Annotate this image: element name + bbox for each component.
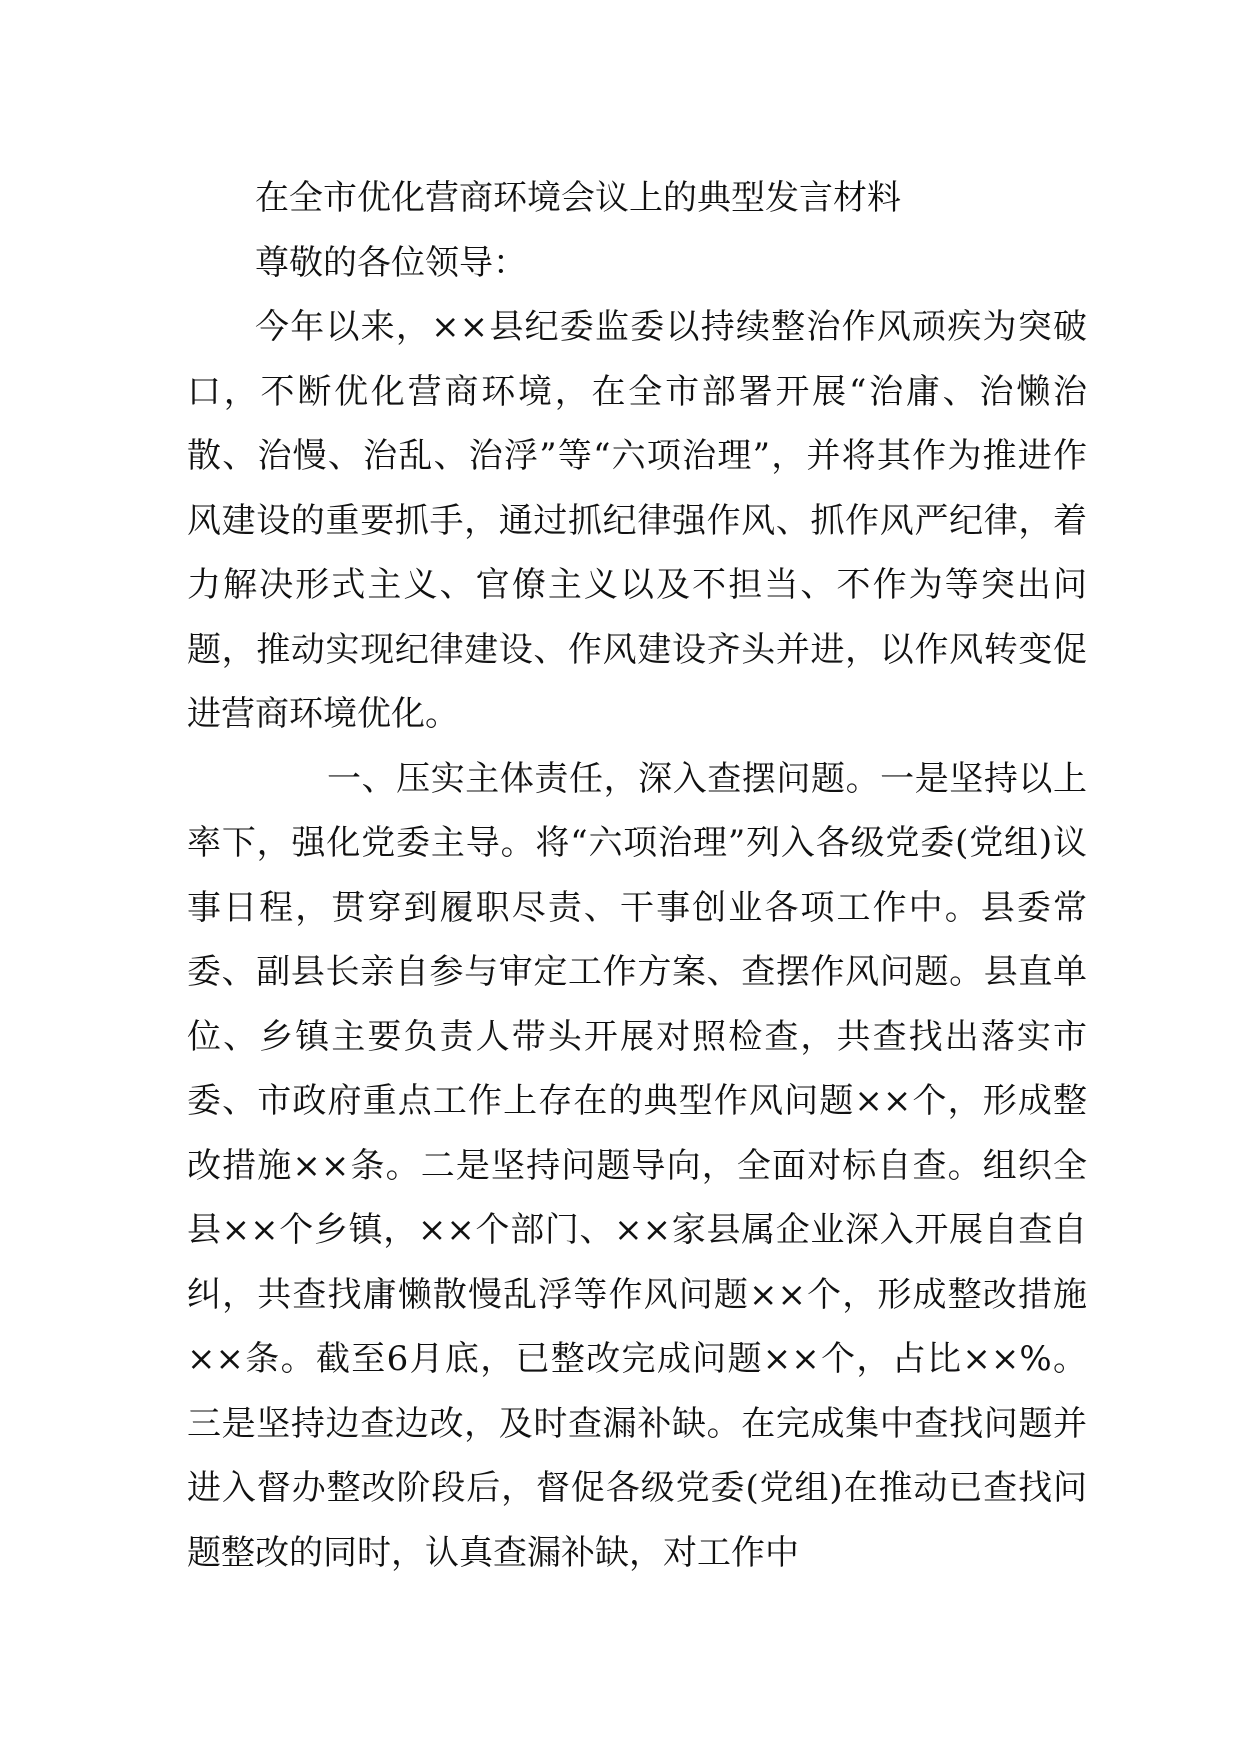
paragraph-intro: 今年以来，××县纪委监委以持续整治作风顽疾为突破口，不断优化营商环境，在全市部署开展“治庸、治懒治散、治慢、治乱、治浮”等“六项治理”，并将其作为推进作风建设的重要抓手，通过抓纪律强作风、抓作风严纪律，着力解决形式主义、官僚主义以及不担当、不作为等突出问题，推动实现纪律建设、作风建设齐头并进，以作风转变促进营商环境优化。 <box>187 307 1087 734</box>
paragraph-section-one: 一、压实主体责任，深入查摆问题。一是坚持以上率下，强化党委主导。将“六项治理”列入各级党委(党组)议事日程，贯穿到履职尽责、干事创业各项工作中。县委常委、副县长亲自参与审定工作方案、查摆作风问题。县直单位、乡镇主要负责人带头开展对照检查，共查找出落实市委、市政府重点工作上存在的典型作风问题××个，形成整改措施××条。二是坚持问题导向，全面对标自查。组织全县××个乡镇，××个部门、××家县属企业深入开展自查自纠，共查找庸懒散慢乱浮等作风问题××个，形成整改措施××条。截至6月底，已整改完成问题××个，占比××%。三是坚持边查边改，及时查漏补缺。在完成集中查找问题并进入督办整改阶段后，督促各级党委(党组)在推动已查找问题整改的同时，认真查漏补缺，对工作中 <box>187 758 1087 1573</box>
document-title: 在全市优化营商环境会议上的典型发言材料 <box>255 178 901 218</box>
document-body <box>187 166 1087 1585</box>
salutation: 尊敬的各位领导： <box>255 242 527 283</box>
